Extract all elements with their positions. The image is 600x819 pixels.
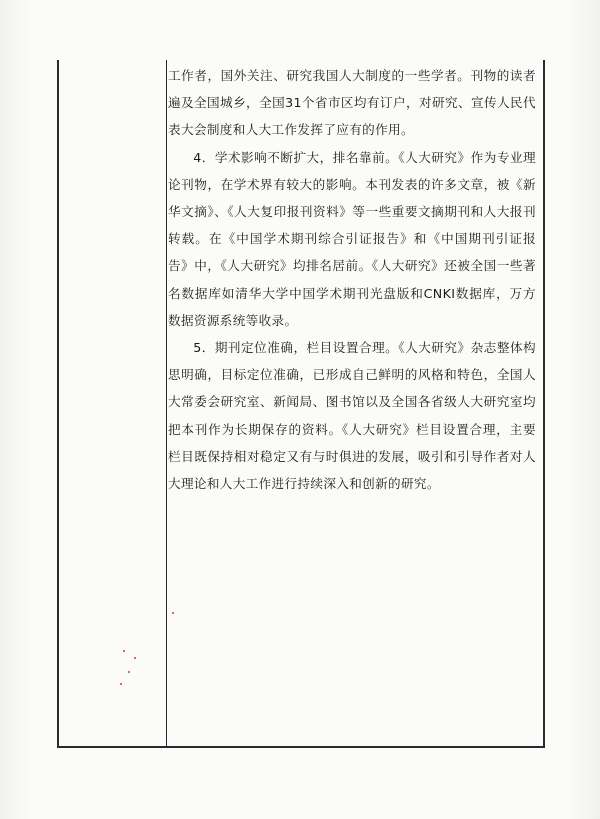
red-ink-speck: [128, 671, 130, 673]
document-body: [168, 62, 536, 497]
red-ink-speck: [123, 650, 125, 652]
red-ink-speck: [120, 683, 122, 685]
red-ink-speck: [134, 657, 136, 659]
paragraph-positioning-columns: 5．期刊定位准确，栏目设置合理。《人大研究》杂志整体构思明确，目标定位准确，已形成自己鲜明的风格和特色，全国人大常委会研究室、新闻局、图书馆以及全国各省级人大研究室均把本刊作为长期保存的资料。《人大研究》栏目设置合理，主要栏目既保持相对稳定又有与时俱进的发展，吸引和引导作者对人大理论和人大工作进行持续深入和创新的研究。: [168, 340, 536, 492]
paragraph-readership: 工作者，国外关注、研究我国人大制度的一些学者。刊物的读者遍及全国城乡，全国31个省市区均有订户，对研究、宣传人民代表大会制度和人大工作发挥了应有的作用。: [168, 68, 536, 138]
table-column-divider: [166, 60, 167, 746]
red-ink-speck: [172, 612, 174, 614]
paragraph-academic-influence: 4．学术影响不断扩大，排名靠前。《人大研究》作为专业理论刊物，在学术界有较大的影响。本刊发表的许多文章，被《新华文摘》、《人大复印报刊资料》等一些重要文摘期刊和人大报刊转载。在《中国学术期刊综合引证报告》和《中国期刊引证报告》中，《人大研究》均排名居前。《人大研究》还被全国一些著名数据库如清华大学中国学术期刊光盘版和CNKI数据库，万方数据资源系统等收录。: [168, 149, 536, 328]
